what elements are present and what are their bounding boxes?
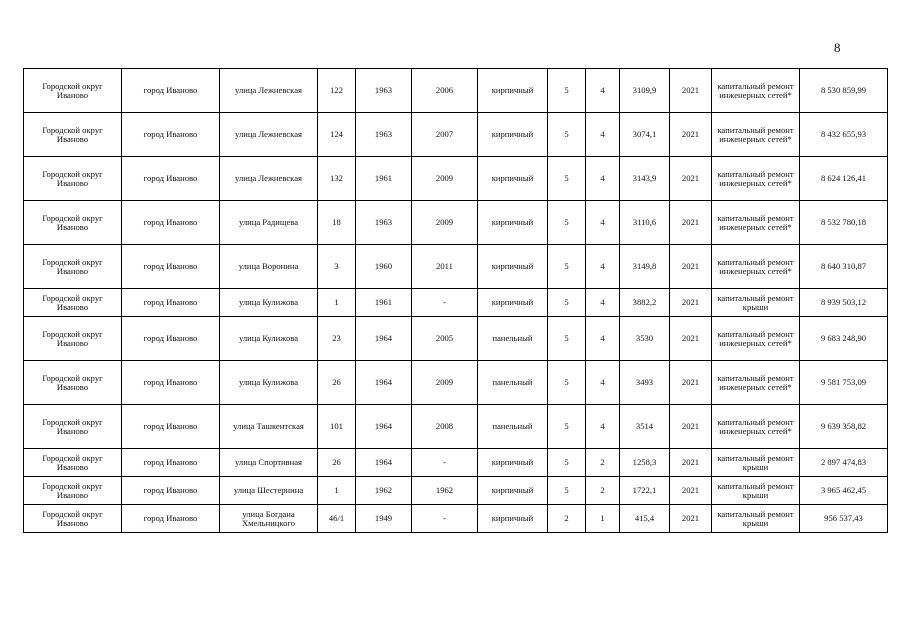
cell-entrances: 4 <box>586 201 620 245</box>
cell-settlement: город Иваново <box>122 361 220 405</box>
cell-street: улица Кулижова <box>220 361 318 405</box>
cell-district: Городской округ Иваново <box>24 449 122 477</box>
cell-house: 3 <box>318 245 356 289</box>
table-row <box>24 505 888 533</box>
cell-year: 2021 <box>670 449 712 477</box>
cell-entrances: 4 <box>586 405 620 449</box>
cell-privatized: - <box>412 289 478 317</box>
cell-material: кирпичный <box>478 449 548 477</box>
cell-material: кирпичный <box>478 201 548 245</box>
cell-year: 2021 <box>670 113 712 157</box>
cell-house: 26 <box>318 361 356 405</box>
cell-street: улица Лежневская <box>220 69 318 113</box>
cell-district: Городской округ Иваново <box>24 477 122 505</box>
cell-district: Городской округ Иваново <box>24 69 122 113</box>
cell-area: 3143,9 <box>620 157 670 201</box>
cell-house: 18 <box>318 201 356 245</box>
cell-built: 1963 <box>356 201 412 245</box>
cell-year: 2021 <box>670 361 712 405</box>
cell-work: капитальный ремонт инженерных сетей* <box>712 157 800 201</box>
table-row <box>24 69 888 113</box>
cell-floors: 2 <box>548 505 586 533</box>
cell-privatized: - <box>412 505 478 533</box>
cell-cost: 9 683 248,90 <box>800 317 888 361</box>
cell-floors: 5 <box>548 157 586 201</box>
table-row <box>24 449 888 477</box>
cell-area: 415,4 <box>620 505 670 533</box>
cell-built: 1961 <box>356 289 412 317</box>
cell-material: кирпичный <box>478 113 548 157</box>
cell-built: 1963 <box>356 113 412 157</box>
table-row <box>24 477 888 505</box>
cell-floors: 5 <box>548 201 586 245</box>
cell-floors: 5 <box>548 449 586 477</box>
cell-year: 2021 <box>670 505 712 533</box>
cell-settlement: город Иваново <box>122 201 220 245</box>
cell-material: кирпичный <box>478 289 548 317</box>
cell-street: улица Лежневская <box>220 157 318 201</box>
table-body <box>24 69 888 533</box>
cell-year: 2021 <box>670 405 712 449</box>
cell-material: панельный <box>478 361 548 405</box>
cell-material: кирпичный <box>478 505 548 533</box>
cell-house: 26 <box>318 449 356 477</box>
cell-settlement: город Иваново <box>122 113 220 157</box>
cell-district: Городской округ Иваново <box>24 505 122 533</box>
cell-street: улица Лежневская <box>220 113 318 157</box>
cell-work: капитальный ремонт крыши <box>712 449 800 477</box>
cell-built: 1962 <box>356 477 412 505</box>
cell-settlement: город Иваново <box>122 157 220 201</box>
cell-house: 1 <box>318 477 356 505</box>
cell-material: кирпичный <box>478 477 548 505</box>
cell-cost: 9 639 358,82 <box>800 405 888 449</box>
cell-year: 2021 <box>670 317 712 361</box>
cell-year: 2021 <box>670 477 712 505</box>
cell-work: капитальный ремонт крыши <box>712 289 800 317</box>
cell-settlement: город Иваново <box>122 289 220 317</box>
page-number: 8 <box>834 40 841 55</box>
cell-street: улица Спортивная <box>220 449 318 477</box>
cell-privatized: 2009 <box>412 201 478 245</box>
cell-street: улица Радищева <box>220 201 318 245</box>
cell-area: 3530 <box>620 317 670 361</box>
cell-street: улица Богдана Хмельницкого <box>220 505 318 533</box>
cell-floors: 5 <box>548 317 586 361</box>
cell-built: 1960 <box>356 245 412 289</box>
cell-house: 1 <box>318 289 356 317</box>
cell-settlement: город Иваново <box>122 405 220 449</box>
cell-entrances: 4 <box>586 361 620 405</box>
cell-entrances: 4 <box>586 245 620 289</box>
cell-built: 1949 <box>356 505 412 533</box>
cell-work: капитальный ремонт крыши <box>712 505 800 533</box>
cell-district: Городской округ Иваново <box>24 317 122 361</box>
cell-work: капитальный ремонт крыши <box>712 477 800 505</box>
cell-floors: 5 <box>548 245 586 289</box>
cell-area: 3882,2 <box>620 289 670 317</box>
cell-cost: 8 939 503,12 <box>800 289 888 317</box>
cell-material: кирпичный <box>478 157 548 201</box>
cell-cost: 8 624 126,41 <box>800 157 888 201</box>
cell-privatized: 2011 <box>412 245 478 289</box>
cell-street: улица Кулижова <box>220 317 318 361</box>
cell-built: 1964 <box>356 317 412 361</box>
cell-entrances: 1 <box>586 505 620 533</box>
cell-settlement: город Иваново <box>122 69 220 113</box>
cell-privatized: 2007 <box>412 113 478 157</box>
cell-privatized: 1962 <box>412 477 478 505</box>
cell-entrances: 4 <box>586 113 620 157</box>
table-row <box>24 113 888 157</box>
cell-cost: 2 897 474,83 <box>800 449 888 477</box>
cell-settlement: город Иваново <box>122 505 220 533</box>
cell-cost: 8 640 310,87 <box>800 245 888 289</box>
cell-privatized: 2009 <box>412 157 478 201</box>
cell-privatized: 2009 <box>412 361 478 405</box>
cell-floors: 5 <box>548 405 586 449</box>
cell-entrances: 4 <box>586 157 620 201</box>
table-row <box>24 405 888 449</box>
cell-cost: 8 532 780,18 <box>800 201 888 245</box>
cell-house: 23 <box>318 317 356 361</box>
cell-work: капитальный ремонт инженерных сетей* <box>712 361 800 405</box>
cell-house: 124 <box>318 113 356 157</box>
cell-built: 1964 <box>356 361 412 405</box>
cell-district: Городской округ Иваново <box>24 361 122 405</box>
cell-area: 3514 <box>620 405 670 449</box>
cell-street: улица Шестернина <box>220 477 318 505</box>
cell-material: панельный <box>478 317 548 361</box>
cell-floors: 5 <box>548 113 586 157</box>
cell-house: 132 <box>318 157 356 201</box>
cell-material: кирпичный <box>478 245 548 289</box>
cell-street: улица Ташкентская <box>220 405 318 449</box>
cell-district: Городской округ Иваново <box>24 201 122 245</box>
cell-work: капитальный ремонт инженерных сетей* <box>712 317 800 361</box>
cell-built: 1964 <box>356 449 412 477</box>
cell-built: 1961 <box>356 157 412 201</box>
table-row <box>24 201 888 245</box>
cell-built: 1963 <box>356 69 412 113</box>
cell-settlement: город Иваново <box>122 245 220 289</box>
cell-entrances: 4 <box>586 69 620 113</box>
cell-work: капитальный ремонт инженерных сетей* <box>712 245 800 289</box>
cell-privatized: - <box>412 449 478 477</box>
table-row <box>24 361 888 405</box>
cell-year: 2021 <box>670 69 712 113</box>
cell-area: 1722,1 <box>620 477 670 505</box>
table-row <box>24 317 888 361</box>
cell-district: Городской округ Иваново <box>24 289 122 317</box>
cell-district: Городской округ Иваново <box>24 405 122 449</box>
housing-repair-table <box>23 68 888 533</box>
cell-entrances: 4 <box>586 317 620 361</box>
cell-privatized: 2006 <box>412 69 478 113</box>
cell-settlement: город Иваново <box>122 317 220 361</box>
cell-floors: 5 <box>548 477 586 505</box>
cell-area: 3493 <box>620 361 670 405</box>
cell-year: 2021 <box>670 201 712 245</box>
cell-entrances: 4 <box>586 289 620 317</box>
cell-street: улица Воронина <box>220 245 318 289</box>
cell-floors: 5 <box>548 69 586 113</box>
cell-work: капитальный ремонт инженерных сетей* <box>712 405 800 449</box>
cell-floors: 5 <box>548 289 586 317</box>
cell-area: 1258,3 <box>620 449 670 477</box>
cell-district: Городской округ Иваново <box>24 245 122 289</box>
cell-area: 3149,8 <box>620 245 670 289</box>
cell-house: 101 <box>318 405 356 449</box>
cell-district: Городской округ Иваново <box>24 113 122 157</box>
cell-entrances: 2 <box>586 449 620 477</box>
cell-cost: 3 965 462,45 <box>800 477 888 505</box>
cell-year: 2021 <box>670 289 712 317</box>
table-row <box>24 157 888 201</box>
cell-house: 122 <box>318 69 356 113</box>
cell-work: капитальный ремонт инженерных сетей* <box>712 113 800 157</box>
cell-cost: 956 537,43 <box>800 505 888 533</box>
cell-entrances: 2 <box>586 477 620 505</box>
cell-built: 1964 <box>356 405 412 449</box>
table-row <box>24 245 888 289</box>
table-row <box>24 289 888 317</box>
cell-floors: 5 <box>548 361 586 405</box>
cell-material: панельный <box>478 405 548 449</box>
cell-cost: 9 581 753,09 <box>800 361 888 405</box>
cell-work: капитальный ремонт инженерных сетей* <box>712 201 800 245</box>
cell-settlement: город Иваново <box>122 477 220 505</box>
cell-work: капитальный ремонт инженерных сетей* <box>712 69 800 113</box>
cell-year: 2021 <box>670 157 712 201</box>
cell-cost: 8 432 655,93 <box>800 113 888 157</box>
cell-area: 3109,9 <box>620 69 670 113</box>
cell-area: 3074,1 <box>620 113 670 157</box>
cell-material: кирпичный <box>478 69 548 113</box>
cell-privatized: 2005 <box>412 317 478 361</box>
cell-area: 3110,6 <box>620 201 670 245</box>
cell-street: улица Кулижова <box>220 289 318 317</box>
cell-house: 46/1 <box>318 505 356 533</box>
cell-privatized: 2008 <box>412 405 478 449</box>
cell-cost: 8 530 859,99 <box>800 69 888 113</box>
cell-district: Городской округ Иваново <box>24 157 122 201</box>
cell-year: 2021 <box>670 245 712 289</box>
cell-settlement: город Иваново <box>122 449 220 477</box>
